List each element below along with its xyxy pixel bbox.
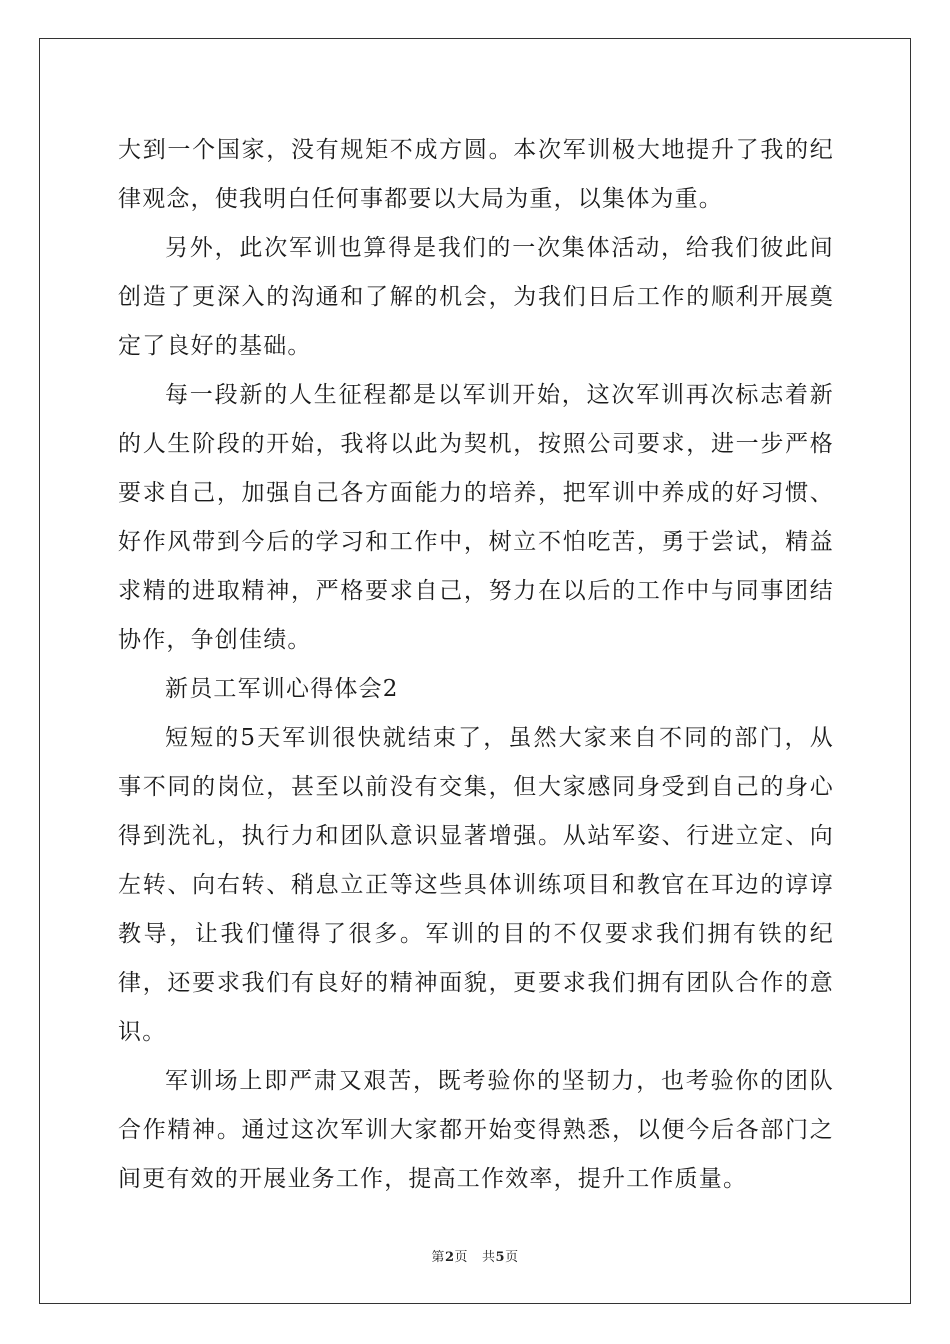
footer-total-prefix: 共 bbox=[482, 1250, 496, 1265]
paragraph-4: 短短的5天军训很快就结束了，虽然大家来自不同的部门，从事不同的岗位，甚至以前没有交集，但大家感同身受到自己的身心得到洗礼，执行力和团队意识显著增强。从站军姿、行进立定、向左转、向右转、稍息立正等这些具体训练项目和教官在耳边的谆谆教导，让我们懂得了很多。军训的目的不仅要求我们拥有铁的纪律，还要求我们有良好的精神面貌，更要求我们拥有团队合作的意识。 bbox=[118, 725, 834, 1045]
section-heading: 新员工军训心得体会2 bbox=[165, 676, 399, 702]
document-body bbox=[118, 126, 834, 1204]
footer-prefix: 第 bbox=[431, 1250, 445, 1265]
footer-page-suffix: 页 bbox=[454, 1250, 468, 1265]
current-page-number: 2 bbox=[444, 1250, 455, 1265]
paragraph-2: 另外，此次军训也算得是我们的一次集体活动，给我们彼此间创造了更深入的沟通和了解的机会，为我们日后工作的顺利开展奠定了良好的基础。 bbox=[118, 235, 834, 359]
paragraph-5: 军训场上即严肃又艰苦，既考验你的坚韧力，也考验你的团队合作精神。通过这次军训大家都开始变得熟悉，以便今后各部门之间更有效的开展业务工作，提高工作效率，提升工作质量。 bbox=[118, 1068, 834, 1192]
page-footer bbox=[0, 1246, 950, 1265]
total-page-number: 5 bbox=[495, 1250, 506, 1265]
paragraph-1: 大到一个国家，没有规矩不成方圆。本次军训极大地提升了我的纪律观念，使我明白任何事都要以大局为重，以集体为重。 bbox=[118, 137, 834, 212]
paragraph-3: 每一段新的人生征程都是以军训开始，这次军训再次标志着新的人生阶段的开始，我将以此为契机，按照公司要求，进一步严格要求自己，加强自己各方面能力的培养，把军训中养成的好习惯、好作风带到今后的学习和工作中，树立不怕吃苦，勇于尝试，精益求精的进取精神，严格要求自己，努力在以后的工作中与同事团结协作，争创佳绩。 bbox=[118, 382, 834, 653]
footer-total-suffix: 页 bbox=[505, 1250, 519, 1265]
